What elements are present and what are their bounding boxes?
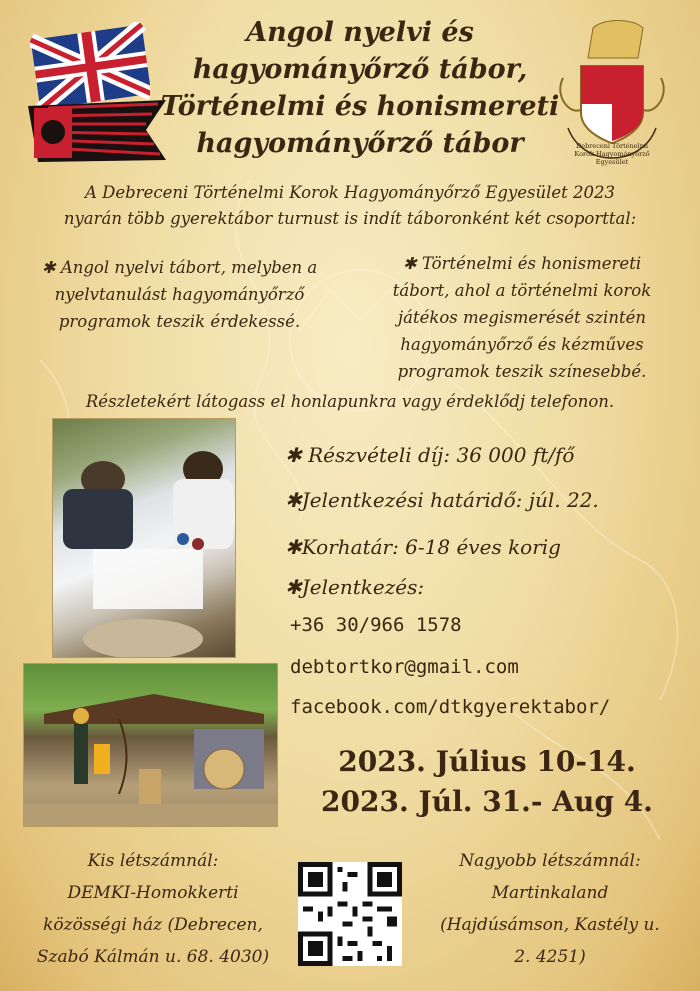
venue-large-group: [405, 845, 695, 973]
phone-number[interactable]: +36 30/966 1578: [290, 614, 462, 636]
hungarian-banner-icon: [28, 96, 168, 166]
intro-line-1: A Debreceni Történelmi Korok Hagyományőrző Egyesület 2023: [84, 183, 616, 202]
camp-english-line-3: programok teszik érdekessé.: [58, 312, 301, 331]
date-session-1: 2023. Július 10-14.: [338, 745, 636, 778]
camp-history-line-4: hagyományőrző és kézműves: [400, 335, 644, 354]
venue-small-heading: Kis létszámnál:: [87, 851, 219, 871]
title-line-3: Történelmi és honismereti: [160, 91, 560, 122]
venue-large-address-2: 2. 4251): [514, 947, 586, 967]
fee-info: ✱ Részvételi díj: 36 000 ft/fő: [285, 443, 575, 467]
camp-history-line-1: ✱ Történelmi és honismereti: [402, 254, 642, 273]
title-line-1: Angol nyelvi és: [246, 17, 474, 48]
venue-large-address-1: (Hajdúsámson, Kastély u.: [440, 915, 660, 935]
camp-english-line-2: nyelvtanulást hagyományőrző: [54, 285, 305, 304]
venue-small-address-2: Szabó Kálmán u. 68. 4030): [36, 947, 270, 967]
facebook-link[interactable]: facebook.com/dtkgyerektabor/: [290, 696, 611, 718]
camp-history-line-3: játékos megismerését szintén: [398, 308, 646, 327]
intro-line-2: nyarán több gyerektábor turnust is indít táboronként két csoporttal:: [63, 209, 637, 228]
venue-large-name: Martinkaland: [491, 883, 609, 903]
qr-code-icon[interactable]: [298, 862, 402, 966]
camp-english: [22, 254, 337, 335]
age-info: ✱Korhatár: 6-18 éves korig: [285, 535, 561, 559]
crest-text: Debreceni Történelmi Korok Hagyományőrző Egyesület: [574, 142, 650, 166]
details-note: Részletekért látogass el honlapunkra vagy érdeklődj telefonon.: [85, 392, 615, 411]
archery-photo: [23, 663, 278, 827]
page-title: [150, 14, 570, 162]
venue-small-name: DEMKI-Homokkerti: [67, 883, 239, 903]
title-line-2: hagyományőrző tábor,: [192, 54, 528, 85]
camp-english-line-1: ✱ Angol nyelvi tábort, melyben a: [41, 258, 318, 277]
intro-text: [20, 180, 680, 232]
deadline-info: ✱Jelentkezési határidő: júl. 22.: [285, 488, 599, 512]
camp-history: [372, 250, 672, 385]
venue-small-group: [8, 845, 298, 973]
crest-icon: [553, 18, 671, 178]
crafts-photo: [52, 418, 236, 658]
camp-history-line-5: programok teszik színesebbé.: [397, 362, 647, 381]
apply-heading: ✱Jelentkezés:: [285, 575, 425, 599]
date-session-2: 2023. Júl. 31.- Aug 4.: [321, 785, 653, 818]
venue-large-heading: Nagyobb létszámnál:: [459, 851, 641, 871]
email-link[interactable]: debtortkor@gmail.com: [290, 656, 519, 678]
camp-history-line-2: tábort, ahol a történelmi korok: [392, 281, 652, 300]
title-line-4: hagyományőrző tábor: [196, 128, 524, 159]
venue-small-address-1: közösségi ház (Debrecen,: [43, 915, 263, 935]
